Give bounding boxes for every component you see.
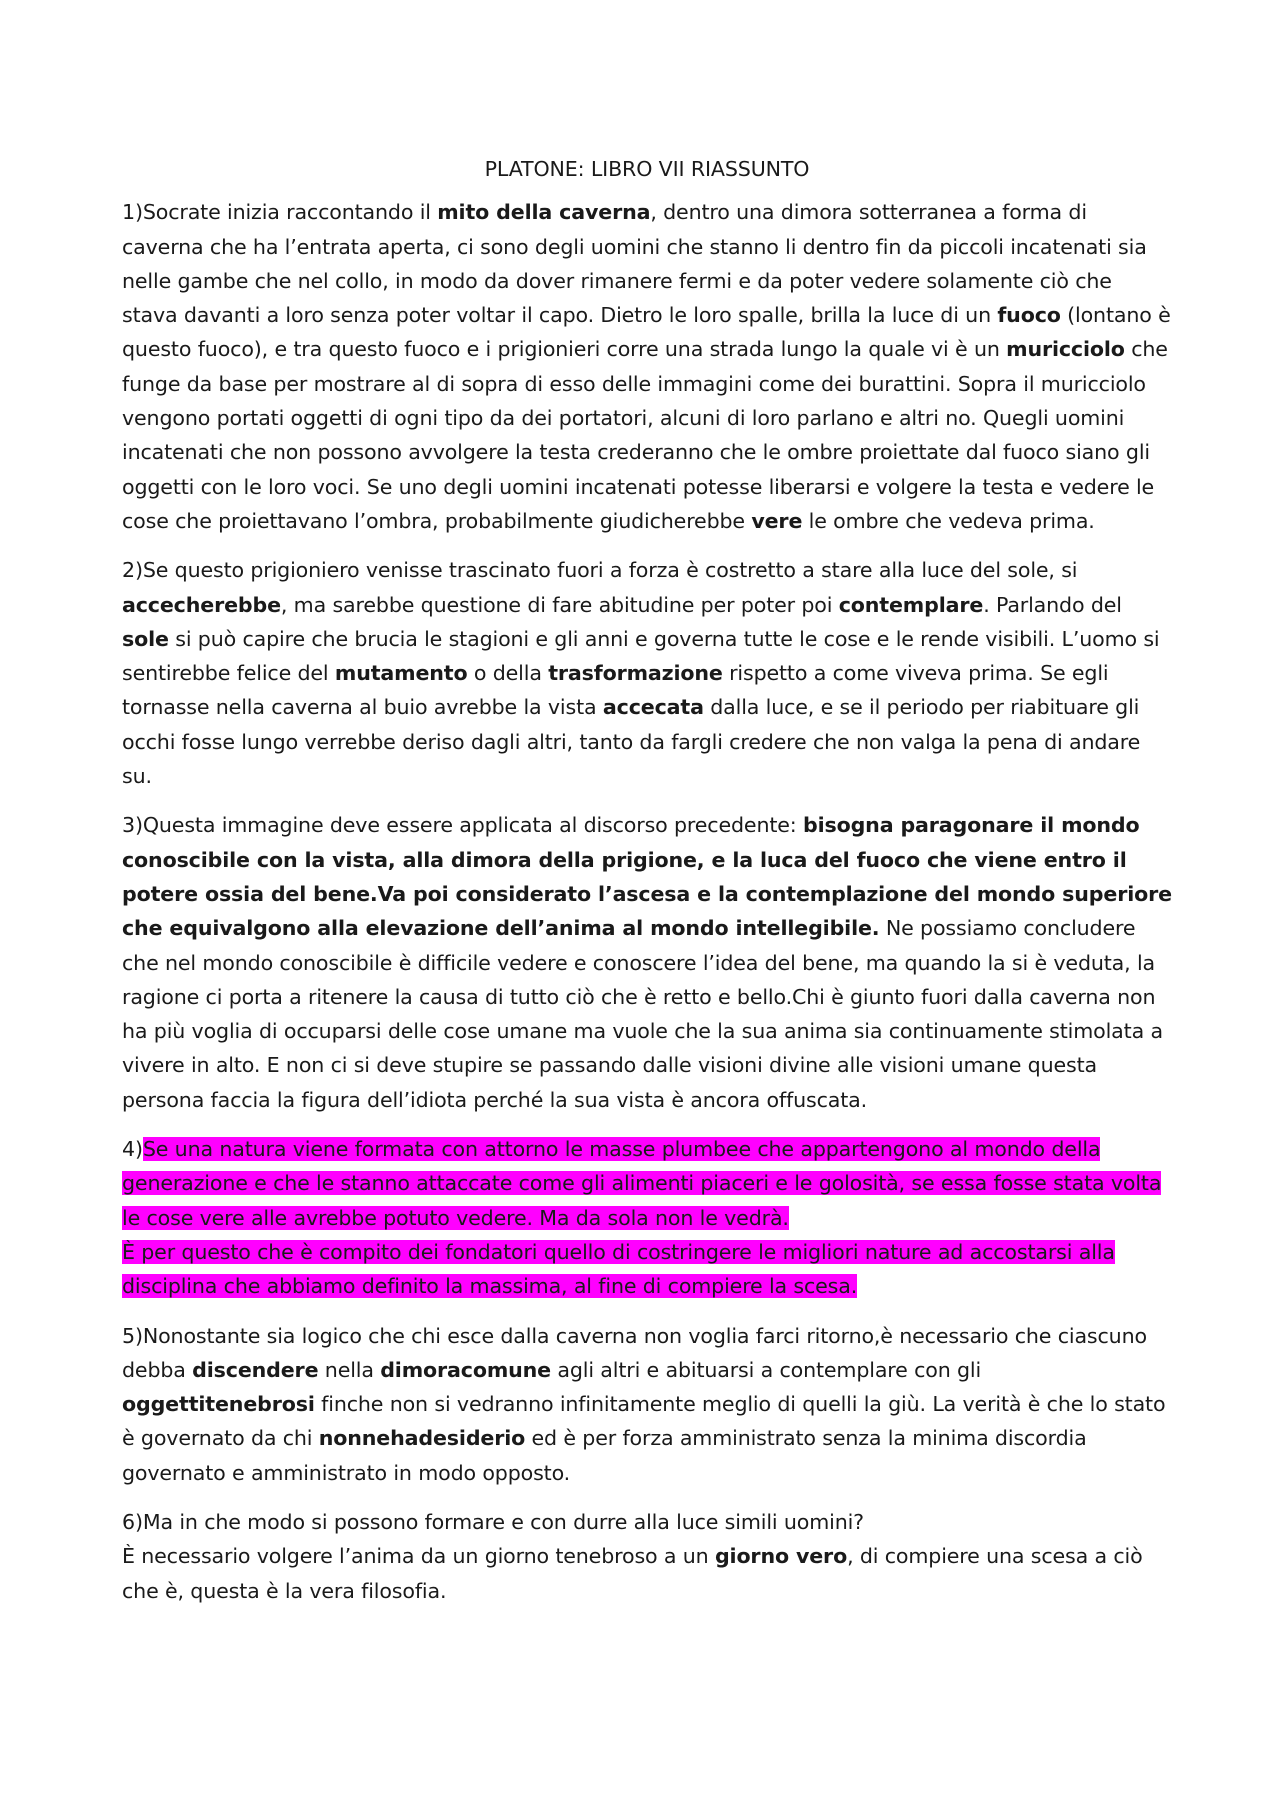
paragraph-6 xyxy=(122,1505,1172,1608)
text-run: ed è per forza amministrato senza la minima discordia governato e amministrato in modo opposto. xyxy=(122,1426,1087,1485)
bold-text: vere xyxy=(751,508,803,533)
bold-text: fuoco xyxy=(997,303,1061,328)
document-title: PLATONE: LIBRO VII RIASSUNTO xyxy=(484,157,810,181)
text-run: (lontano è questo fuoco), e tra questo fuoco e i prigionieri corre una strada lungo la quale vi è un xyxy=(122,303,1171,362)
text-run: o della xyxy=(467,661,549,686)
paragraph-5 xyxy=(122,1319,1172,1490)
bold-text: nonnehadesiderio xyxy=(318,1426,526,1451)
text-run: nella xyxy=(318,1357,381,1382)
document-body xyxy=(122,152,1172,1623)
paragraph-2 xyxy=(122,553,1172,793)
bold-text: contemplare xyxy=(838,592,984,617)
text-run: si può capire che brucia le stagioni e gli anni e governa tutte le cose e le rende visibili. L’uomo si sentirebbe felice del xyxy=(122,626,1160,686)
bold-text: oggettitenebrosi xyxy=(122,1392,315,1417)
text-run: 3)Questa immagine deve essere applicata al discorso precedente: xyxy=(122,813,803,838)
text-run: , di compiere una scesa a ciò che è, questa è la vera filosofia. xyxy=(122,1544,1143,1603)
paragraph-container xyxy=(122,195,1172,1608)
text-run: È necessario volgere l’anima da un giorno tenebroso a un xyxy=(122,1544,715,1569)
text-run: 6)Ma in che modo si possono formare e con durre alla luce simili uomini? xyxy=(122,1509,864,1534)
text-run: 5)Nonostante sia logico che chi esce dalla caverna non voglia farci ritorno,è necessario che ciascuno debba xyxy=(122,1323,1147,1382)
text-run: 1)Socrate inizia raccontando il xyxy=(122,200,438,225)
paragraph-1 xyxy=(122,195,1172,538)
bold-text: mito della caverna xyxy=(437,200,651,225)
text-run: 2)Se questo prigioniero venisse trascinato fuori a forza è costretto a stare alla luce del sole, si xyxy=(122,558,1078,583)
bold-text: giorno vero xyxy=(714,1544,848,1569)
text-run: le ombre che vedeva prima. xyxy=(802,508,1095,533)
text-run: agli altri e abituarsi a contemplare con gli xyxy=(550,1357,982,1382)
bold-text: accecherebbe xyxy=(122,592,281,617)
paragraph-4 xyxy=(122,1132,1172,1303)
text-run: rispetto a come viveva prima. Se egli tornasse nella caverna al buio avrebbe la vista xyxy=(122,661,1109,720)
text-run: . Parlando del xyxy=(983,592,1122,617)
text-run: che funge da base per mostrare al di sopra di esso delle immagini come dei burattini. Sopra il muricciolo vengono portati oggetti di ogni tipo da dei portatori, alcuni di loro parlano e altri no. Quegli uomini incatenati che non possono avvolgere la testa crederanno che le ombre proiettate dal fuoco siano gli oggetti con le loro voci. Se uno degli uomini incatenati potesse liberarsi e volgere la testa e vedere le cose che proiettavano l’ombra, probabilmente giudicherebbe xyxy=(122,337,1168,533)
text-run: , ma sarebbe questione di fare abitudine per poter poi xyxy=(280,592,839,617)
bold-text: muricciolo xyxy=(1006,337,1125,362)
bold-text: dimoracomune xyxy=(380,1357,551,1382)
bold-text: trasformazione xyxy=(548,661,723,686)
bold-text: mutamento xyxy=(334,661,468,686)
text-run: , dentro una dimora sotterranea a forma di caverna che ha l’entrata aperta, ci sono degli uomini che stanno li dentro fin da piccoli incatenati sia nelle gambe che nel collo, in modo da dover rimanere fermi e da poter vedere solamente ciò che stava davanti a loro senza poter voltar il capo. Dietro le loro spalle, brilla la luce di un xyxy=(122,200,1147,328)
bold-text: accecata xyxy=(602,695,704,720)
text-run: dalla luce, e se il periodo per riabituare gli occhi fosse lungo verrebbe deriso dagli altri, tanto da fargli credere che non valga la pena di andare su. xyxy=(122,695,1141,789)
paragraph-3 xyxy=(122,808,1172,1117)
text-run: 4) xyxy=(122,1137,143,1162)
bold-text: discendere xyxy=(192,1357,319,1382)
text-run: finche non si vedranno infinitamente meglio di quelli la giù. La verità è che lo stato è governato da chi xyxy=(122,1392,1166,1451)
text-run: Ne possiamo concludere che nel mondo conoscibile è difficile vedere e conoscere l’idea del bene, ma quando la si è veduta, la ragione ci porta a ritenere la causa di tutto ciò che è retto e bello.Chi è giunto fuori dalla caverna non ha più voglia di occuparsi delle cose umane ma vuole che la sua anima sia continuamente stimolata a vivere in alto. E non ci si deve stupire se passando dalle visioni divine alle visioni umane questa persona faccia la figura dell’idiota perché la sua vista è ancora offuscata. xyxy=(122,916,1163,1112)
highlighted-text: È per questo che è compito dei fondatori quello di costringere le migliori nature ad accostarsi alla disciplina che abbiamo definito la massima, al fine di compiere la scesa. xyxy=(122,1239,1115,1299)
bold-text: sole xyxy=(122,626,169,651)
highlighted-text: Se una natura viene formata con attorno le masse plumbee che appartengono al mondo della generazione e che le stanno attaccate come gli alimenti piaceri e le golosità, se essa fosse stata volta le cose vere alle avrebbe potuto vedere. Ma da sola non le vedrà. xyxy=(122,1137,1162,1230)
bold-text: bisogna paragonare il mondo conoscibile con la vista, alla dimora della prigione, e la luca del fuoco che viene entro il potere ossia del bene.Va poi considerato l’ascesa e la contemplazione del mondo superiore che equivalgono alla elevazione dell’anima al mondo intellegibile. xyxy=(122,813,1172,941)
